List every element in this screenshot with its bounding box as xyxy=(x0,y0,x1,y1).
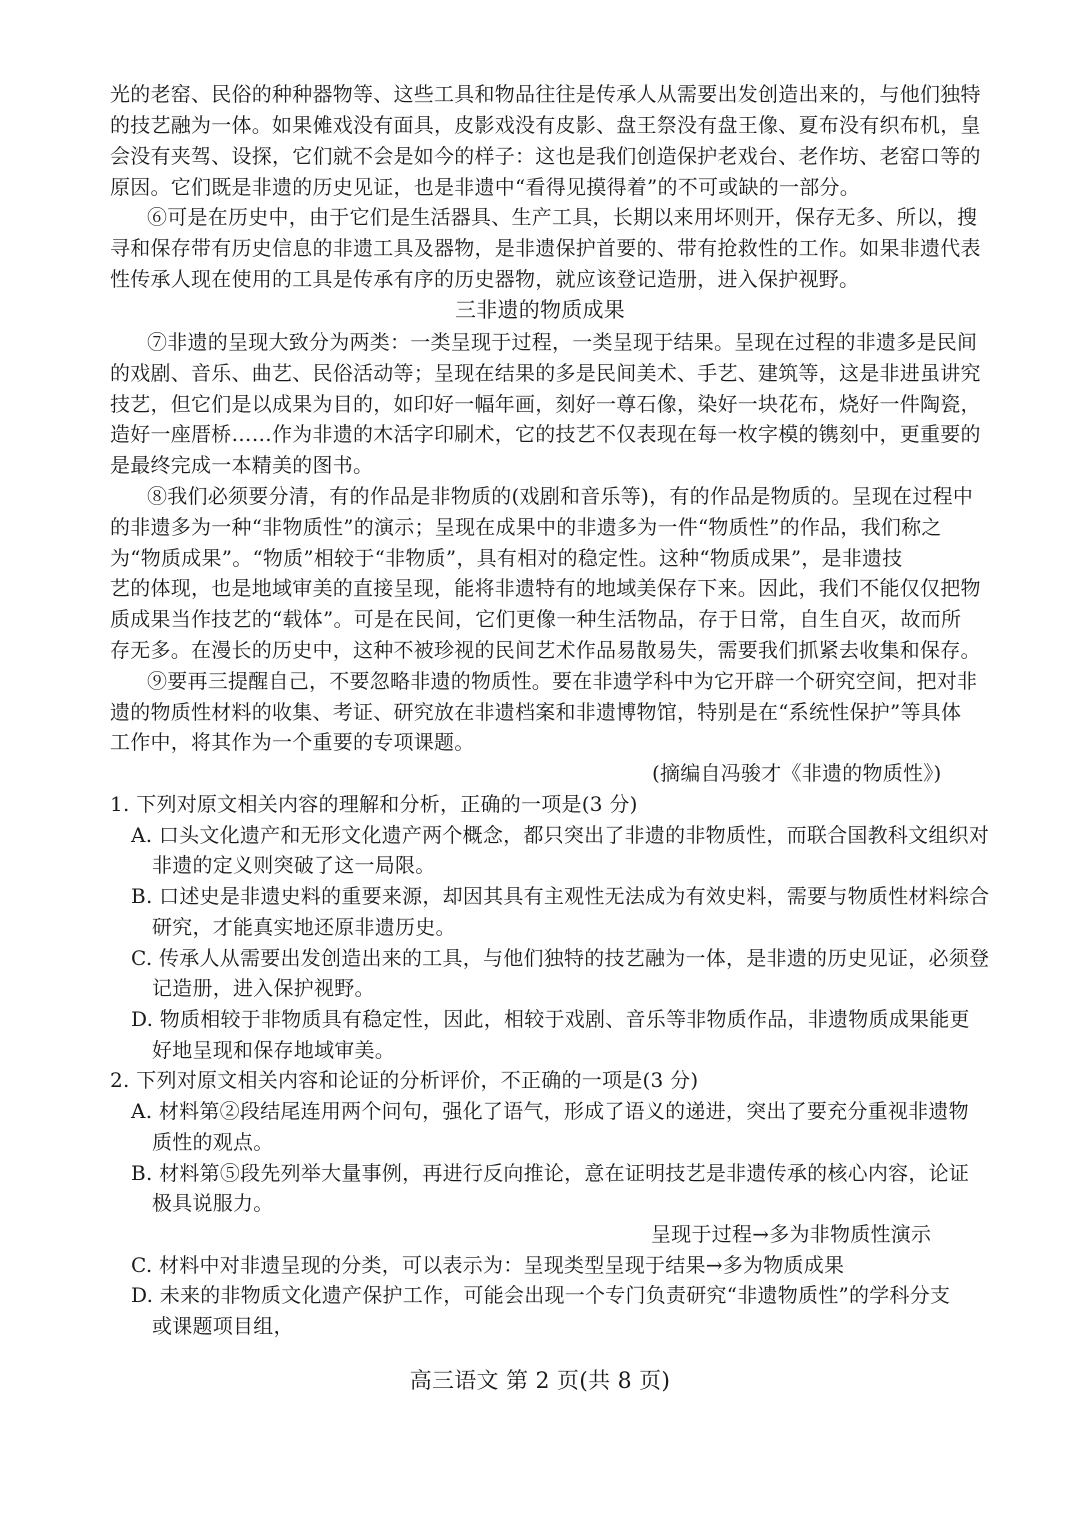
passage-line: 性传承人现在使用的工具是传承有序的历史器物，就应该登记造册，进入保护视野。 xyxy=(110,267,860,291)
passage-line: 艺的体现，也是地域审美的直接呈现，能将非遗特有的地域美保存下来。因此，我们不能仅仅把物 xyxy=(110,576,981,600)
question-2-option-d-cont: 或课题项目组， xyxy=(152,1314,294,1338)
question-1-stem: 1. 下列对原文相关内容的理解和分析，正确的一项是(3 分) xyxy=(110,792,638,816)
question-2-option-d: D. 未来的非物质文化遗产保护工作，可能会出现一个专门负责研究“非遗物质性”的学科分支 xyxy=(131,1283,951,1307)
passage-line: 技艺，但它们是以成果为目的，如印好一幅年画，刻好一尊石像，染好一块花布，烧好一件陶瓷， xyxy=(110,392,981,416)
passage-line: 质成果当作技艺的“载体”。可是在民间，它们更像一种生活物品，存于日常，自生自灭，故而所 xyxy=(110,607,962,631)
passage-line: 会没有夹驾、设探，它们就不会是如今的样子：这也是我们创造保护老戏台、老作坊、老窑口等的 xyxy=(110,144,981,168)
question-1-option-b: B. 口述史是非遗史料的重要来源，却因其具有主观性无法成为有效史料，需要与物质性材料综合 xyxy=(131,884,990,908)
passage-line: ⑨要再三提醒自己，不要忽略非遗的物质性。要在非遗学科中为它开辟一个研究空间，把对非 xyxy=(147,669,978,693)
question-1-option-d-cont: 好地呈现和保存地域审美。 xyxy=(152,1038,395,1062)
question-1-option-d: D. 物质相较于非物质具有稳定性，因此，相较于戏剧、音乐等非物质作品，非遗物质成果能更 xyxy=(131,1007,970,1031)
question-1-option-c-cont: 记造册，进入保护视野。 xyxy=(152,976,375,1000)
passage-line: ⑧我们必须要分清，有的作品是非物质的(戏剧和音乐等)，有的作品是物质的。呈现在过程中 xyxy=(147,484,974,508)
question-1-option-a-cont: 非遗的定义则突破了这一局限。 xyxy=(152,853,436,877)
question-2-option-a-cont: 质性的观点。 xyxy=(152,1130,274,1154)
question-1-option-c: C. 传承人从需要出发创造出来的工具，与他们独特的技艺融为一体，是非遗的历史见证，必须登 xyxy=(131,946,990,970)
passage-line: 工作中，将其作为一个重要的专项课题。 xyxy=(110,730,475,754)
passage-line: 的技艺融为一体。如果傩戏没有面具，皮影戏没有皮影、盘王祭没有盘王像、夏布没有织布机，皇 xyxy=(110,113,981,137)
passage-line: 的戏剧、音乐、曲艺、民俗活动等；呈现在结果的多是民间美术、手艺、建筑等，这是非进虽讲究 xyxy=(110,361,981,385)
passage-line: 的非遗多为一种“非物质性”的演示；呈现在成果中的非遗多为一件“物质性”的作品，我们称之 xyxy=(110,515,942,539)
passage-line: 原因。它们既是非遗的历史见证，也是非遗中“看得见摸得着”的不可或缺的一部分。 xyxy=(110,175,860,199)
section-title: 三非遗的物质成果 xyxy=(455,298,625,322)
question-2-option-b-cont: 极具说服力。 xyxy=(152,1191,274,1215)
question-2-option-b: B. 材料第⑤段先列举大量事例，再进行反向推论，意在证明技艺是非遗传承的核心内容，论证 xyxy=(131,1161,970,1185)
passage-line: ⑦非遗的呈现大致分为两类：一类呈现于过程，一类呈现于结果。呈现在过程的非遗多是民间 xyxy=(147,330,978,354)
passage-line: ⑥可是在历史中，由于它们是生活器具、生产工具，长期以来用坏则开，保存无多、所以，搜 xyxy=(147,205,978,229)
page-footer: 高三语文 第 2 页(共 8 页) xyxy=(409,1369,671,1394)
question-2-option-c: C. 材料中对非遗呈现的分类，可以表示为：呈现类型呈现于结果→多为物质成果 xyxy=(131,1253,845,1277)
passage-line: 是最终完成一本精美的图书。 xyxy=(110,453,374,477)
passage-line: 存无多。在漫长的历史中，这种不被珍视的民间艺术作品易散易失，需要我们抓紧去收集和保存。 xyxy=(110,638,981,662)
question-2-option-a: A. 材料第②段结尾连用两个问句，强化了语气，形成了语义的递进，突出了要充分重视非遗物 xyxy=(131,1099,969,1123)
passage-line: 寻和保存带有历史信息的非遗工具及器物，是非遗保护首要的、带有抢救性的工作。如果非遗代表 xyxy=(110,236,981,260)
passage-line: 遗的物质性材料的收集、考证、研究放在非遗档案和非遗博物馆，特别是在“系统性保护”等具体 xyxy=(110,700,962,724)
passage-line: 造好一座厝桥……作为非遗的木活字印刷术，它的技艺不仅表现在每一枚字模的镌刻中，更重要的 xyxy=(110,422,981,446)
question-2-option-c-diagram-line: 呈现于过程→多为非物质性演示 xyxy=(651,1222,932,1246)
passage-line: 光的老窑、民俗的种种器物等、这些工具和物品往往是传承人从需要出发创造出来的，与他们独特 xyxy=(110,82,981,106)
question-1-option-b-cont: 研究，才能真实地还原非遗历史。 xyxy=(152,915,456,939)
question-2-stem: 2. 下列对原文相关内容和论证的分析评价，不正确的一项是(3 分) xyxy=(110,1068,699,1092)
question-1-option-a: A. 口头文化遗产和无形文化遗产两个概念，都只突出了非遗的非物质性，而联合国教科文组织对 xyxy=(131,823,990,847)
passage-line: 为“物质成果”。“物质”相较于“非物质”，具有相对的稳定性。这种“物质成果”，是非遗技 xyxy=(110,546,903,570)
source-citation: (摘编自冯骏才《非遗的物质性》) xyxy=(652,761,942,785)
